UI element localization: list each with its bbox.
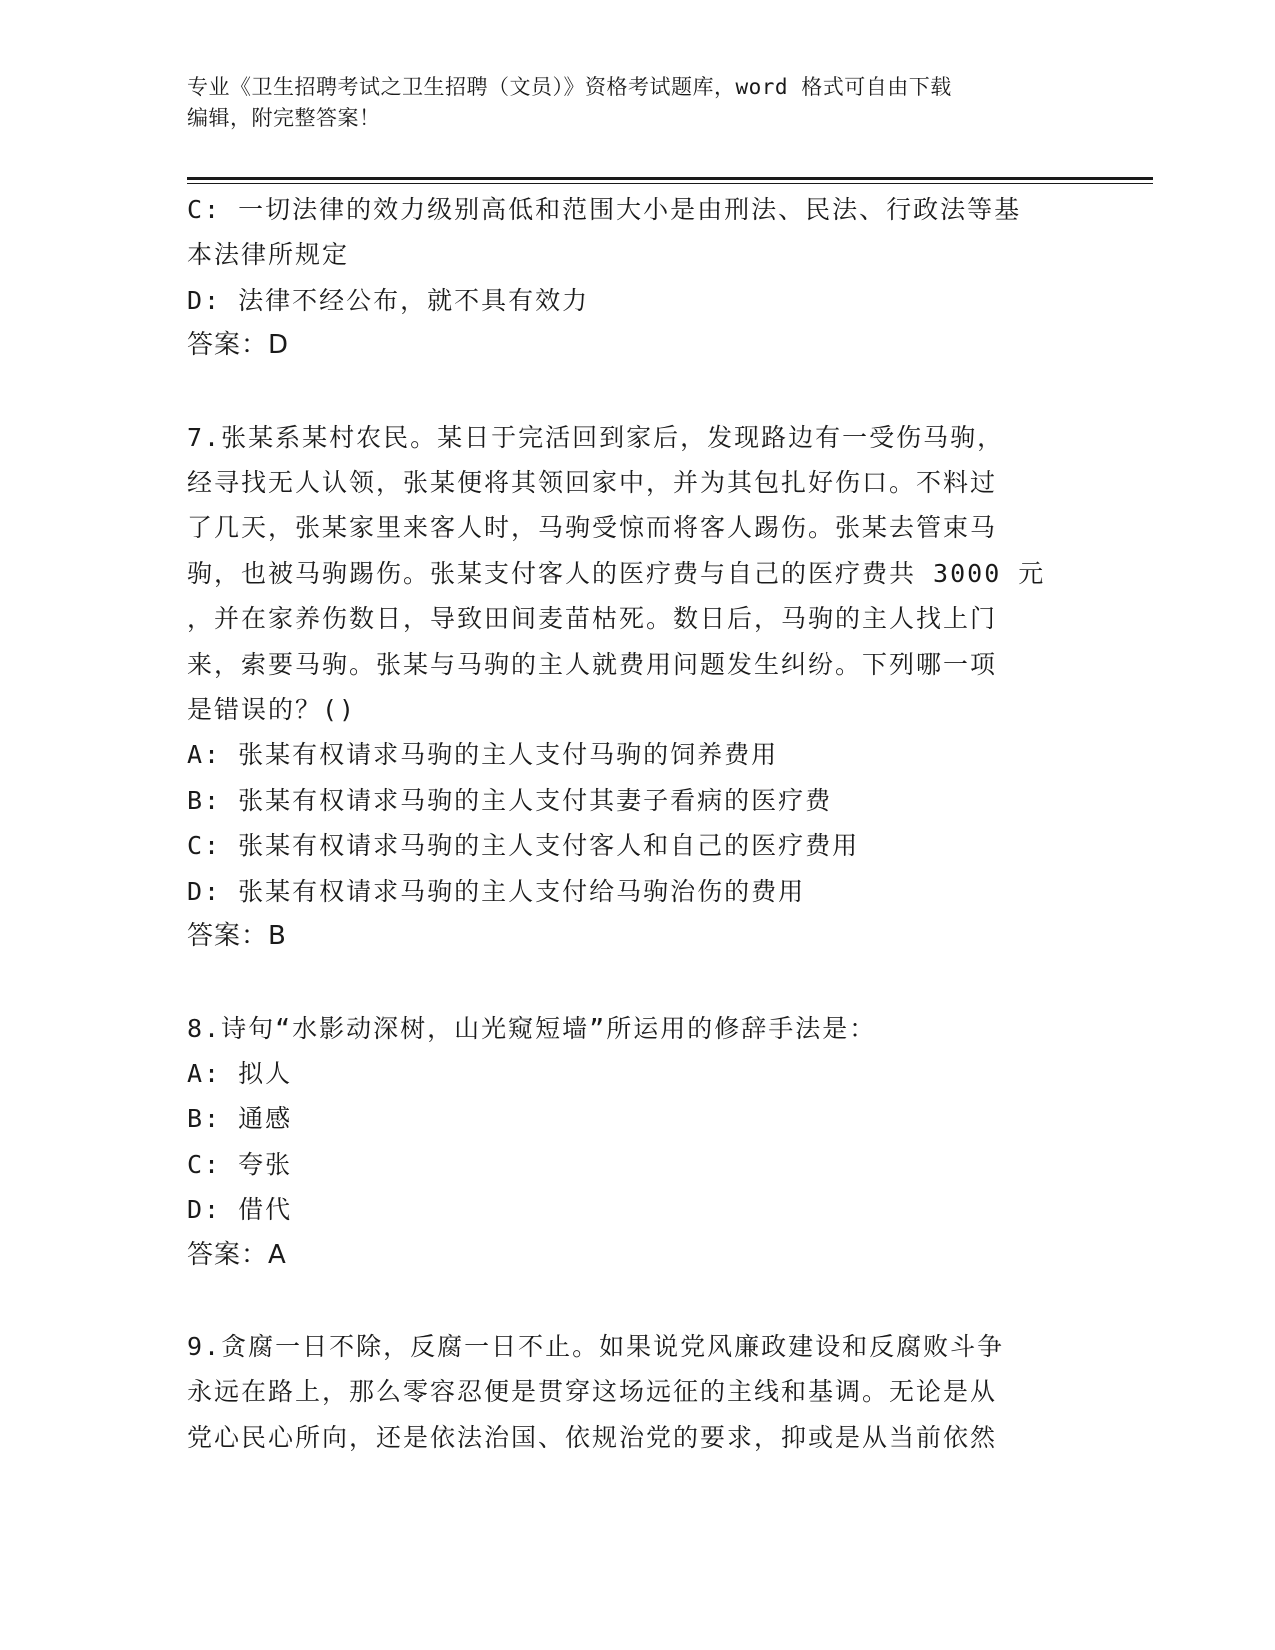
header-divider-thin bbox=[187, 183, 1153, 184]
q7-stem-line-7: 是错误的？() bbox=[187, 695, 357, 725]
q7-option-d: D: 张某有权请求马驹的主人支付给马驹治伤的费用 bbox=[187, 876, 806, 906]
header-line-1: 专业《卫生招聘考试之卫生招聘（文员）》资格考试题库，word 格式可自由下载 bbox=[187, 75, 952, 99]
question-6-tail bbox=[187, 187, 1087, 369]
q7-option-b: B: 张某有权请求马驹的主人支付其妻子看病的医疗费 bbox=[187, 785, 833, 815]
header-divider-thick bbox=[187, 177, 1153, 180]
question-8 bbox=[187, 1006, 1087, 1278]
q9-stem-line-2: 永远在路上，那么零容忍便是贯穿这场远征的主线和基调。无论是从 bbox=[187, 1377, 998, 1407]
spacer bbox=[187, 1278, 1087, 1324]
header-line-2: 编辑，附完整答案！ bbox=[187, 106, 381, 130]
q6-option-d: D: 法律不经公布，就不具有效力 bbox=[187, 285, 590, 315]
q8-option-c: C: 夸张 bbox=[187, 1149, 293, 1179]
question-9 bbox=[187, 1324, 1087, 1460]
q6-option-c-line-1: C: 一切法律的效力级别高低和范围大小是由刑法、民法、行政法等基 bbox=[187, 195, 1022, 224]
document-body bbox=[187, 187, 1087, 1460]
q8-stem: 8.诗句“水影动深树，山光窥短墙”所运用的修辞手法是： bbox=[187, 1013, 877, 1043]
q7-stem-line-2: 经寻找无人认领，张某便将其领回家中，并为其包扎好伤口。不料过 bbox=[187, 468, 998, 498]
q8-option-a: A: 拟人 bbox=[187, 1058, 293, 1088]
q8-answer: 答案：A bbox=[187, 1239, 287, 1270]
q8-option-d: D: 借代 bbox=[187, 1195, 293, 1225]
spacer bbox=[187, 960, 1087, 1006]
q7-option-c: C: 张某有权请求马驹的主人支付客人和自己的医疗费用 bbox=[187, 831, 860, 861]
q8-option-b: B: 通感 bbox=[187, 1104, 293, 1134]
question-7 bbox=[187, 415, 1087, 960]
q6-answer: 答案：D bbox=[187, 330, 290, 361]
q7-answer: 答案：B bbox=[187, 921, 287, 952]
q7-stem-line-6: 来，索要马驹。张某与马驹的主人就费用问题发生纠纷。下列哪一项 bbox=[187, 649, 998, 679]
q7-stem-line-1: 7.张某系某村农民。某日于完活回到家后，发现路边有一受伤马驹， bbox=[187, 422, 1005, 452]
page-header bbox=[187, 72, 1087, 134]
q7-stem-line-5: ，并在家养伤数日，导致田间麦苗枯死。数日后，马驹的主人找上门 bbox=[187, 604, 998, 634]
q9-stem-line-1: 9.贪腐一日不除，反腐一日不止。如果说党风廉政建设和反腐败斗争 bbox=[187, 1331, 1005, 1361]
q6-option-c-line-2: 本法律所规定 bbox=[187, 240, 350, 270]
q7-stem-line-3: 了几天，张某家里来客人时，马驹受惊而将客人踢伤。张某去管束马 bbox=[187, 513, 998, 543]
spacer bbox=[187, 369, 1087, 415]
q7-option-a: A: 张某有权请求马驹的主人支付马驹的饲养费用 bbox=[187, 740, 779, 770]
q7-stem-line-4: 驹，也被马驹踢伤。张某支付客人的医疗费与自己的医疗费共 3000 元 bbox=[187, 558, 1046, 588]
q9-stem-line-3: 党心民心所向，还是依法治国、依规治党的要求，抑或是从当前依然 bbox=[187, 1422, 998, 1452]
